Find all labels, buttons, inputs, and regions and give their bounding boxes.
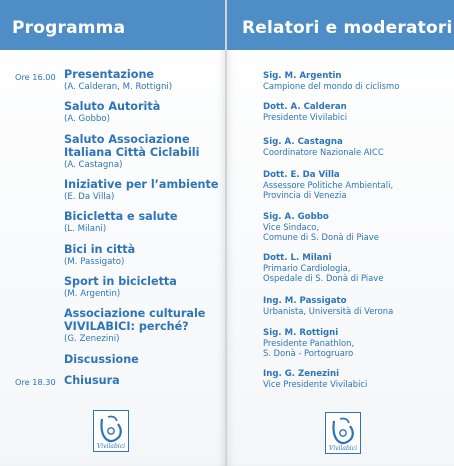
- program-item-sport: [64, 275, 224, 299]
- program-item-title: Bici in città: [64, 243, 136, 256]
- speaker-name: Dott. A. Calderan: [263, 102, 347, 112]
- programma-page: [0, 0, 226, 466]
- speaker-name: Sig. M. Argentin: [263, 71, 342, 81]
- speaker-name: Sig. M. Rottigni: [263, 328, 339, 338]
- program-item-title: Bicicletta e salute: [64, 210, 178, 223]
- logo-wordmark: Vivilabici: [329, 445, 357, 452]
- vivilabici-logo: [93, 410, 129, 452]
- speaker-name: Ing. G. Zenezini: [263, 369, 340, 379]
- speaker-role: Coordinatore Nazionale AICC: [263, 147, 384, 157]
- speaker-role: Presidente Panathlon, S. Donà - Portogruaro: [263, 338, 355, 358]
- program-item-title: Chiusura: [64, 374, 120, 387]
- speaker-zenezini: [263, 369, 449, 389]
- program-item-title: Saluto Associazione Italiana Città Ciclabili: [64, 133, 200, 159]
- program-item-speakers: (L. Milani): [64, 224, 107, 234]
- speaker-role: Campione del mondo di ciclismo: [263, 81, 400, 91]
- speaker-name: Sig. A. Castagna: [263, 137, 343, 147]
- speaker-gobbo: [263, 212, 449, 242]
- speaker-role: Presidente Vivilabici: [263, 112, 348, 122]
- program-item-speakers: (M. Passigato): [64, 257, 125, 267]
- start-time: Ore 16.00: [15, 72, 56, 82]
- speaker-castagna: [263, 137, 449, 157]
- speaker-role: Primario Cardiologia, Ospedale di S. Donà di Piave: [263, 263, 384, 283]
- program-item-title: Discussione: [64, 353, 139, 366]
- speaker-argentin: [263, 71, 449, 91]
- vivilabici-logo: [325, 412, 361, 454]
- speaker-calderan: [263, 102, 449, 122]
- speaker-role: Vice Sindaco, Comune di S. Donà di Piave: [263, 222, 379, 242]
- relatori-title: Relatori e moderatori: [242, 18, 453, 38]
- program-item-saluto-associazione: [64, 133, 224, 170]
- speaker-rottigni: [263, 328, 449, 358]
- speaker-role: Urbanista, Università di Verona: [263, 306, 394, 316]
- program-item-title: Associazione culturale VIVILABICI: perché?: [64, 307, 206, 333]
- program-item-title: Saluto Autorità: [64, 100, 161, 113]
- speaker-role: Assessore Politiche Ambientali, Provincia di Venezia: [263, 180, 394, 200]
- speaker-passigato: [263, 296, 449, 316]
- speaker-role: Vice Presidente Vivilabici: [263, 379, 368, 389]
- speaker-name: Dott. L. Milani: [263, 253, 332, 263]
- program-item-speakers: (A. Calderan, M. Rottigni): [64, 82, 173, 92]
- program-item-chiusura: [64, 374, 224, 387]
- program-item-presentazione: [64, 68, 224, 92]
- program-item-speakers: (G. Zenezini): [64, 334, 120, 344]
- speaker-milani: [263, 253, 449, 283]
- logo-wordmark: Vivilabici: [97, 443, 125, 450]
- program-item-bicicletta-salute: [64, 210, 224, 234]
- program-item-speakers: (M. Argentin): [64, 289, 121, 299]
- end-time: Ore 18.30: [15, 377, 56, 387]
- relatori-header-band: [227, 0, 454, 50]
- program-item-title: Sport in bicicletta: [64, 275, 177, 288]
- speaker-da-villa: [263, 170, 449, 200]
- program-item-saluto-autorita: [64, 100, 224, 124]
- program-item-speakers: (A. Gobbo): [64, 114, 110, 124]
- programma-title: Programma: [12, 18, 126, 38]
- program-item-associazione-culturale: [64, 307, 224, 344]
- program-item-title: Presentazione: [64, 68, 154, 81]
- speaker-name: Ing. M. Passigato: [263, 296, 347, 306]
- speaker-name: Dott. E. Da Villa: [263, 170, 340, 180]
- program-item-title: Iniziative per l’ambiente: [64, 178, 219, 191]
- program-item-speakers: (E. Da Villa): [64, 192, 115, 202]
- programma-list: [0, 0, 226, 466]
- speaker-name: Sig. A. Gobbo: [263, 212, 329, 222]
- program-item-iniziative: [64, 178, 224, 202]
- program-item-bici-citta: [64, 243, 224, 267]
- program-item-speakers: (A. Castagna): [64, 160, 123, 170]
- program-item-discussione: [64, 353, 224, 366]
- relatori-page: [227, 0, 454, 466]
